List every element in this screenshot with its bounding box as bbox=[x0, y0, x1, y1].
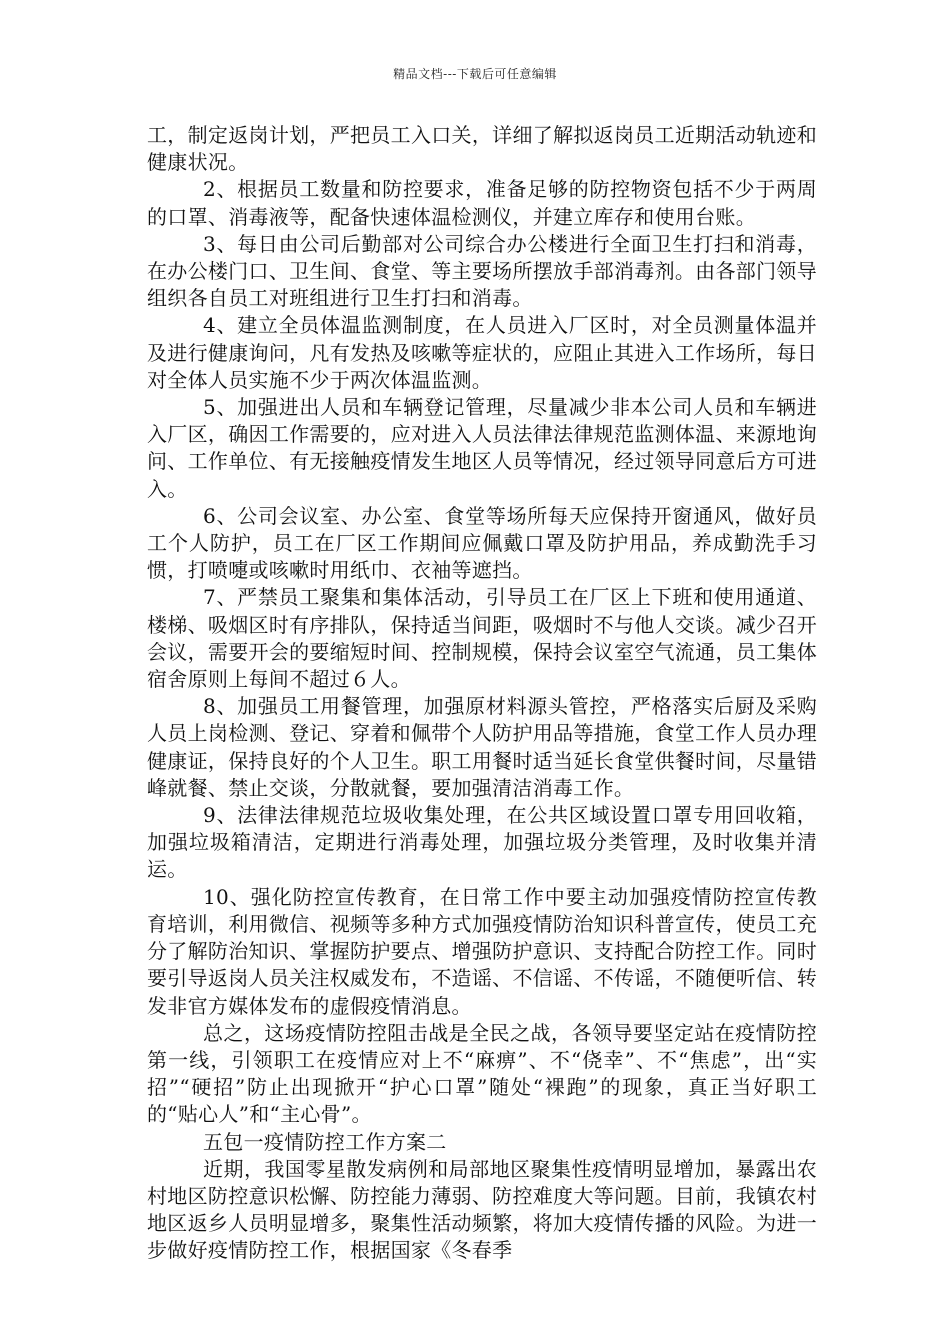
paragraph-intro: 近期，我国零星散发病例和局部地区聚集性疫情明显增加，暴露出农村地区防控意识松懈、防控能力薄弱、防控难度大等问题。目前，我镇农村地区返乡人员明显增多，聚集性活动频繁，将加大疫情传播的风险。为进一步做好疫情防控工作，根据国家《冬春季 bbox=[147, 1156, 817, 1263]
paragraph-item-10: 10、强化防控宣传教育，在日常工作中要主动加强疫情防控宣传教育培训，利用微信、视频等多种方式加强疫情防治知识科普宣传，使员工充分了解防治知识、掌握防护要点、增强防护意识、支持配合防控工作。同时要引导返岗人员关注权威发布，不造谣、不信谣、不传谣，不随便听信、转发非官方媒体发布的虚假疫情消息。 bbox=[147, 884, 817, 1018]
paragraph-summary: 总之，这场疫情防控阻击战是全民之战，各领导要坚定站在疫情防控第一线，引领职工在疫情应对上不“麻痹”、不“侥幸”、不“焦虑”，出“实招”“硬招”防止出现掀开“护心口罩”随处“裸跑”的现象，真正当好职工的“贴心人”和“主心骨”。 bbox=[147, 1020, 817, 1127]
paragraph-item-7: 7、严禁员工聚集和集体活动，引导员工在厂区上下班和使用通道、楼梯、吸烟区时有序排队，保持适当间距，吸烟时不与他人交谈。减少召开会议，需要开会的要缩短时间、控制规模，保持会议室空气流通，员工集体宿舍原则上每间不超过６人。 bbox=[147, 585, 817, 692]
paragraph-item-5: 5、加强进出人员和车辆登记管理，尽量减少非本公司人员和车辆进入厂区，确因工作需要的，应对进入人员法律法律规范监测体温、来源地询问、工作单位、有无接触疫情发生地区人员等情况，经过领导同意后方可进入。 bbox=[147, 395, 817, 501]
paragraph-item-9: 9、法律法律规范垃圾收集处理，在公共区域设置口罩专用回收箱，加强垃圾箱清洁，定期进行消毒处理，加强垃圾分类管理，及时收集并清运。 bbox=[147, 803, 817, 882]
paragraph-item-4: 4、建立全员体温监测制度，在人员进入厂区时，对全员测量体温并及进行健康询问，凡有发热及咳嗽等症状的，应阻止其进入工作场所，每日对全体人员实施不少于两次体温监测。 bbox=[147, 313, 817, 392]
paragraph-item-8: 8、加强员工用餐管理，加强原材料源头管控，严格落实后厨及采购人员上岗检测、登记、穿着和佩带个人防护用品等措施，食堂工作人员办理健康证，保持良好的个人卫生。职工用餐时适当延长食堂供餐时间，尽量错峰就餐、禁止交谈，分散就餐，要加强清洁消毒工作。 bbox=[147, 694, 817, 800]
paragraph-continued: 工，制定返岗计划，严把员工入口关，详细了解拟返岗员工近期活动轨迹和健康状况。 bbox=[147, 123, 817, 175]
page-header: 精品文档---下载后可任意编辑 bbox=[393, 67, 557, 81]
document-body bbox=[147, 122, 817, 1265]
paragraph-item-2: 2、根据员工数量和防控要求，准备足够的防控物资包括不少于两周的口罩、消毒液等，配备快速体温检测仪，并建立库存和使用台账。 bbox=[147, 177, 817, 229]
paragraph-item-3: 3、每日由公司后勤部对公司综合办公楼进行全面卫生打扫和消毒，在办公楼门口、卫生间、食堂、等主要场所摆放手部消毒剂。由各部门领导组织各自员工对班组进行卫生打扫和消毒。 bbox=[147, 231, 817, 311]
section-title: 五包一疫情防控工作方案二 bbox=[203, 1129, 447, 1154]
paragraph-item-6: 6、公司会议室、办公室、食堂等场所每天应保持开窗通风，做好员工个人防护，员工在厂区工作期间应佩戴口罩及防护用品，养成勤洗手习惯，打喷嚏或咳嗽时用纸巾、衣袖等遮挡。 bbox=[147, 503, 817, 583]
